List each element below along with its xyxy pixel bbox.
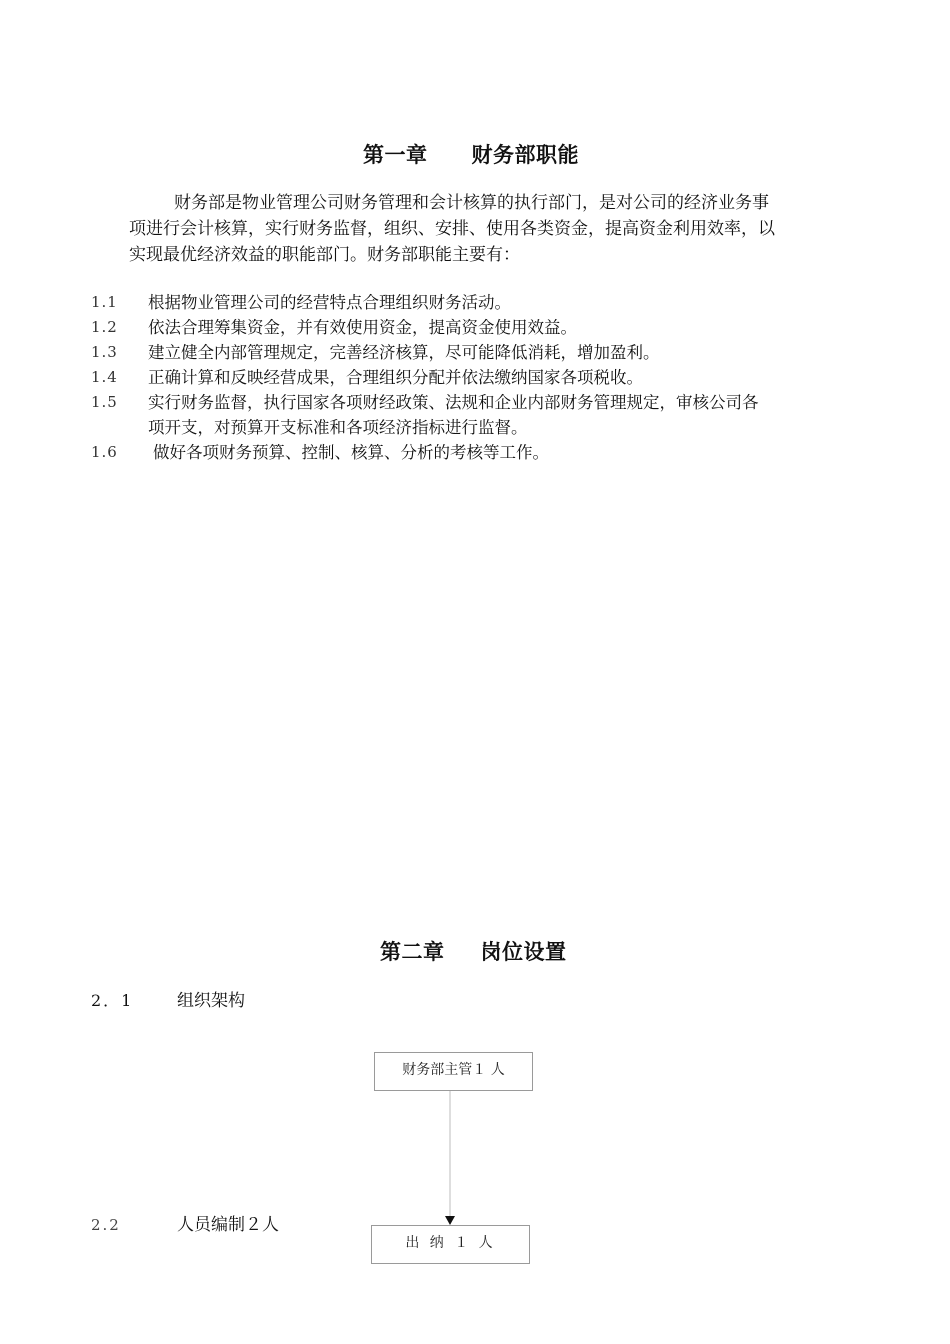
intro-line: 财务部是物业管理公司财务管理和会计核算的执行部门，是对公司的经济业务事 <box>174 193 769 213</box>
chapter-2-number: 第二章 <box>380 940 445 964</box>
item-text: 建立健全内部管理规定，完善经济核算，尽可能降低消耗，增加盈利。 <box>148 343 660 362</box>
item-text: 正确计算和反映经营成果，合理组织分配并依法缴纳国家各项税收。 <box>148 368 643 387</box>
item-text: 依法合理筹集资金，并有效使用资金，提高资金使用效益。 <box>148 318 577 337</box>
intro-line: 实现最优经济效益的职能部门。财务部职能主要有： <box>129 245 520 265</box>
item-number: 1.4 <box>91 368 118 386</box>
item-number: 1.5 <box>91 393 118 411</box>
item-number: 1.6 <box>91 443 118 461</box>
item-text-continued: 项开支，对预算开支标准和各项经济指标进行监督。 <box>148 418 528 437</box>
item-number: 1.1 <box>91 293 118 311</box>
item-number: 1.3 <box>91 343 118 361</box>
chapter-1-name: 财务部职能 <box>471 143 579 167</box>
org-box-finance-manager: 财务部主管１ 人 <box>374 1052 533 1091</box>
section-2-2-heading <box>91 1210 279 1235</box>
item-number: 1.2 <box>91 318 118 336</box>
section-label: 人员编制２人 <box>177 1215 279 1235</box>
arrow-down-icon <box>445 1216 455 1225</box>
chapter-2-name: 岗位设置 <box>480 940 567 964</box>
chapter-1-number: 第一章 <box>363 143 428 167</box>
item-text: 根据物业管理公司的经营特点合理组织财务活动。 <box>148 293 511 312</box>
item-text: 做好各项财务预算、控制、核算、分析的考核等工作。 <box>153 443 549 462</box>
section-label: 组织架构 <box>177 991 245 1011</box>
section-number: 2.2 <box>91 1216 121 1234</box>
item-text: 实行财务监督，执行国家各项财经政策、法规和企业内部财务管理规定，审核公司各 <box>148 393 759 412</box>
section-number: 2．1 <box>91 991 134 1010</box>
intro-line: 项进行会计核算，实行财务监督，组织、安排、使用各类资金，提高资金利用效率，以 <box>129 219 775 239</box>
org-box-cashier: 出 纳 １ 人 <box>371 1225 530 1264</box>
